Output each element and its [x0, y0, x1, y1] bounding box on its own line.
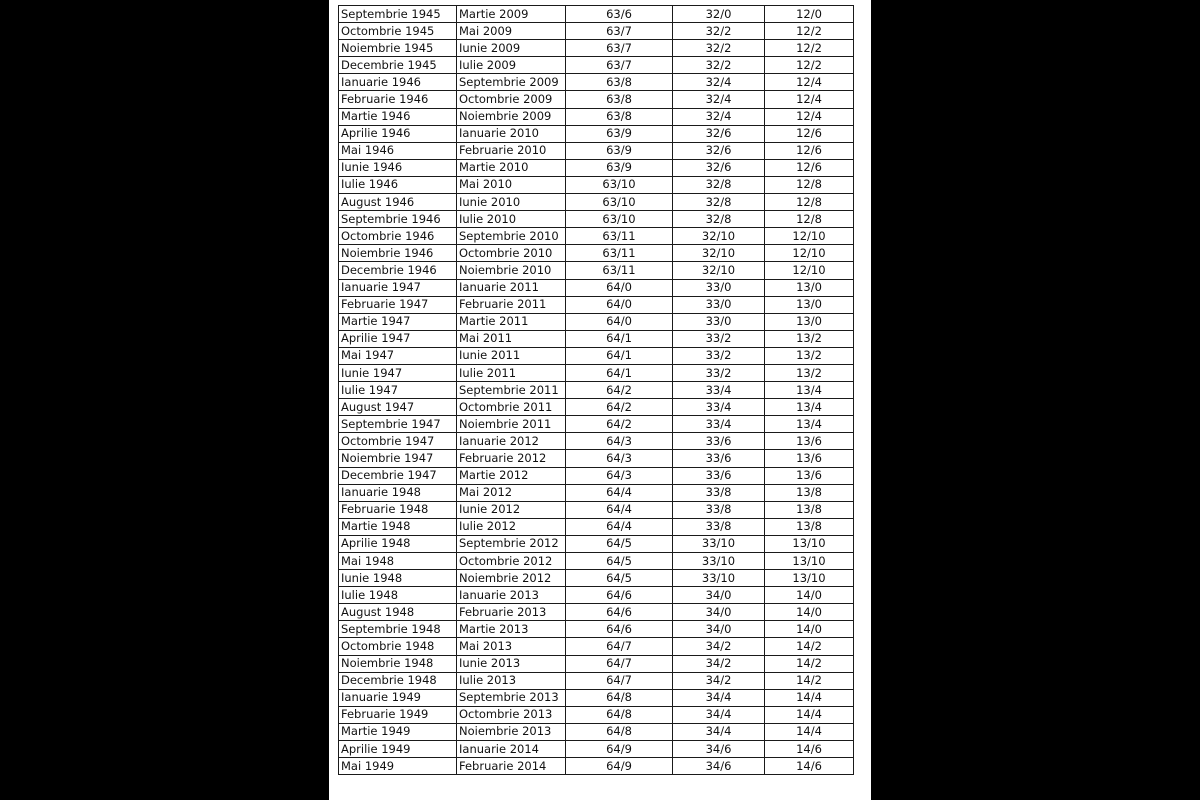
- table-row: [339, 553, 854, 570]
- birth-date-cell: Aprilie 1947: [339, 330, 457, 347]
- table-row: [339, 364, 854, 381]
- birth-date-cell: Februarie 1946: [339, 91, 457, 108]
- age-cell: 64/9: [566, 741, 673, 758]
- retirement-date-cell: Noiembrie 2009: [457, 108, 566, 125]
- table-row: [339, 706, 854, 723]
- age-cell: 63/6: [566, 6, 673, 23]
- table-row: [339, 108, 854, 125]
- birth-date-cell: Februarie 1949: [339, 706, 457, 723]
- table-row: [339, 723, 854, 740]
- age-cell: 63/7: [566, 23, 673, 40]
- retirement-date-cell: Ianuarie 2012: [457, 433, 566, 450]
- minimum-contribution-cell: 13/6: [765, 467, 854, 484]
- retirement-date-cell: Iunie 2010: [457, 194, 566, 211]
- birth-date-cell: Septembrie 1948: [339, 621, 457, 638]
- table-row: [339, 638, 854, 655]
- birth-date-cell: Octombrie 1946: [339, 228, 457, 245]
- birth-date-cell: Iulie 1946: [339, 176, 457, 193]
- age-cell: 64/5: [566, 535, 673, 552]
- age-cell: 64/7: [566, 638, 673, 655]
- age-cell: 64/3: [566, 433, 673, 450]
- age-cell: 64/4: [566, 484, 673, 501]
- table-row: [339, 313, 854, 330]
- minimum-contribution-cell: 13/0: [765, 279, 854, 296]
- age-cell: 63/8: [566, 91, 673, 108]
- age-cell: 63/10: [566, 176, 673, 193]
- contribution-cell: 34/0: [673, 587, 765, 604]
- retirement-date-cell: Iulie 2013: [457, 672, 566, 689]
- retirement-date-cell: Martie 2013: [457, 621, 566, 638]
- birth-date-cell: Iulie 1947: [339, 382, 457, 399]
- retirement-date-cell: Noiembrie 2010: [457, 262, 566, 279]
- age-cell: 64/6: [566, 604, 673, 621]
- table-row: [339, 450, 854, 467]
- contribution-cell: 32/2: [673, 23, 765, 40]
- table-row: [339, 621, 854, 638]
- table-row: [339, 399, 854, 416]
- birth-date-cell: Noiembrie 1948: [339, 655, 457, 672]
- birth-date-cell: Decembrie 1946: [339, 262, 457, 279]
- age-cell: 64/4: [566, 501, 673, 518]
- age-cell: 64/8: [566, 689, 673, 706]
- age-cell: 63/8: [566, 74, 673, 91]
- minimum-contribution-cell: 12/4: [765, 91, 854, 108]
- birth-date-cell: Decembrie 1947: [339, 467, 457, 484]
- birth-date-cell: Aprilie 1948: [339, 535, 457, 552]
- minimum-contribution-cell: 14/4: [765, 706, 854, 723]
- minimum-contribution-cell: 14/4: [765, 689, 854, 706]
- table-row: [339, 142, 854, 159]
- contribution-cell: 33/10: [673, 553, 765, 570]
- retirement-date-cell: Iunie 2012: [457, 501, 566, 518]
- table-row: [339, 159, 854, 176]
- age-cell: 63/7: [566, 40, 673, 57]
- table-row: [339, 57, 854, 74]
- minimum-contribution-cell: 12/6: [765, 159, 854, 176]
- table-row: [339, 655, 854, 672]
- age-cell: 63/8: [566, 108, 673, 125]
- retirement-date-cell: Ianuarie 2011: [457, 279, 566, 296]
- birth-date-cell: Iunie 1947: [339, 364, 457, 381]
- minimum-contribution-cell: 14/0: [765, 587, 854, 604]
- data-table: [338, 5, 854, 775]
- table-row: [339, 382, 854, 399]
- contribution-cell: 33/6: [673, 450, 765, 467]
- age-cell: 64/2: [566, 399, 673, 416]
- table-row: [339, 587, 854, 604]
- minimum-contribution-cell: 13/10: [765, 570, 854, 587]
- age-cell: 64/1: [566, 364, 673, 381]
- retirement-date-cell: Octombrie 2010: [457, 245, 566, 262]
- birth-date-cell: Ianuarie 1949: [339, 689, 457, 706]
- retirement-date-cell: Mai 2009: [457, 23, 566, 40]
- birth-date-cell: Septembrie 1945: [339, 6, 457, 23]
- birth-date-cell: Octombrie 1948: [339, 638, 457, 655]
- contribution-cell: 34/0: [673, 621, 765, 638]
- table-row: [339, 125, 854, 142]
- age-cell: 63/9: [566, 159, 673, 176]
- age-cell: 64/0: [566, 313, 673, 330]
- table-row: [339, 535, 854, 552]
- age-cell: 64/2: [566, 416, 673, 433]
- birth-date-cell: Noiembrie 1947: [339, 450, 457, 467]
- minimum-contribution-cell: 13/10: [765, 553, 854, 570]
- minimum-contribution-cell: 12/2: [765, 23, 854, 40]
- age-cell: 64/5: [566, 553, 673, 570]
- table-row: [339, 228, 854, 245]
- table-row: [339, 467, 854, 484]
- retirement-date-cell: Iulie 2011: [457, 364, 566, 381]
- minimum-contribution-cell: 12/10: [765, 245, 854, 262]
- birth-date-cell: Aprilie 1946: [339, 125, 457, 142]
- minimum-contribution-cell: 13/8: [765, 501, 854, 518]
- birth-date-cell: Februarie 1947: [339, 296, 457, 313]
- contribution-cell: 32/10: [673, 228, 765, 245]
- birth-date-cell: Mai 1947: [339, 347, 457, 364]
- contribution-cell: 34/2: [673, 638, 765, 655]
- retirement-date-cell: Februarie 2014: [457, 758, 566, 775]
- age-cell: 63/11: [566, 245, 673, 262]
- birth-date-cell: Martie 1946: [339, 108, 457, 125]
- age-cell: 64/6: [566, 621, 673, 638]
- minimum-contribution-cell: 13/0: [765, 296, 854, 313]
- contribution-cell: 32/4: [673, 91, 765, 108]
- minimum-contribution-cell: 12/10: [765, 228, 854, 245]
- contribution-cell: 34/2: [673, 672, 765, 689]
- contribution-cell: 34/4: [673, 706, 765, 723]
- contribution-cell: 33/8: [673, 484, 765, 501]
- age-cell: 64/4: [566, 518, 673, 535]
- contribution-cell: 33/2: [673, 364, 765, 381]
- retirement-date-cell: Iulie 2012: [457, 518, 566, 535]
- retirement-date-cell: Noiembrie 2012: [457, 570, 566, 587]
- birth-date-cell: August 1946: [339, 194, 457, 211]
- birth-date-cell: Martie 1947: [339, 313, 457, 330]
- age-cell: 63/10: [566, 211, 673, 228]
- birth-date-cell: Martie 1948: [339, 518, 457, 535]
- contribution-cell: 32/6: [673, 142, 765, 159]
- contribution-cell: 33/2: [673, 347, 765, 364]
- retirement-date-cell: Februarie 2011: [457, 296, 566, 313]
- retirement-date-cell: Septembrie 2013: [457, 689, 566, 706]
- birth-date-cell: Mai 1946: [339, 142, 457, 159]
- age-cell: 64/2: [566, 382, 673, 399]
- birth-date-cell: Iunie 1946: [339, 159, 457, 176]
- birth-date-cell: Iulie 1948: [339, 587, 457, 604]
- birth-date-cell: Mai 1949: [339, 758, 457, 775]
- minimum-contribution-cell: 13/6: [765, 433, 854, 450]
- minimum-contribution-cell: 13/2: [765, 347, 854, 364]
- birth-date-cell: Septembrie 1946: [339, 211, 457, 228]
- table-row: [339, 570, 854, 587]
- birth-date-cell: Decembrie 1945: [339, 57, 457, 74]
- minimum-contribution-cell: 12/4: [765, 108, 854, 125]
- table-row: [339, 74, 854, 91]
- minimum-contribution-cell: 12/8: [765, 176, 854, 193]
- contribution-cell: 33/8: [673, 518, 765, 535]
- retirement-date-cell: Ianuarie 2010: [457, 125, 566, 142]
- minimum-contribution-cell: 14/2: [765, 638, 854, 655]
- contribution-cell: 32/2: [673, 57, 765, 74]
- age-cell: 64/3: [566, 450, 673, 467]
- birth-date-cell: August 1948: [339, 604, 457, 621]
- table-row: [339, 262, 854, 279]
- minimum-contribution-cell: 12/10: [765, 262, 854, 279]
- birth-date-cell: Octombrie 1947: [339, 433, 457, 450]
- retirement-date-cell: Mai 2013: [457, 638, 566, 655]
- age-cell: 64/6: [566, 587, 673, 604]
- minimum-contribution-cell: 13/2: [765, 330, 854, 347]
- retirement-date-cell: Martie 2009: [457, 6, 566, 23]
- table-row: [339, 672, 854, 689]
- minimum-contribution-cell: 13/8: [765, 518, 854, 535]
- contribution-cell: 32/0: [673, 6, 765, 23]
- minimum-contribution-cell: 13/0: [765, 313, 854, 330]
- table-row: [339, 741, 854, 758]
- contribution-cell: 33/0: [673, 296, 765, 313]
- contribution-cell: 33/2: [673, 330, 765, 347]
- minimum-contribution-cell: 12/8: [765, 211, 854, 228]
- retirement-date-cell: Martie 2011: [457, 313, 566, 330]
- minimum-contribution-cell: 14/0: [765, 604, 854, 621]
- birth-date-cell: Ianuarie 1948: [339, 484, 457, 501]
- minimum-contribution-cell: 14/2: [765, 655, 854, 672]
- contribution-cell: 33/6: [673, 467, 765, 484]
- contribution-cell: 32/8: [673, 194, 765, 211]
- retirement-date-cell: Octombrie 2011: [457, 399, 566, 416]
- table-row: [339, 6, 854, 23]
- age-cell: 63/9: [566, 125, 673, 142]
- contribution-cell: 32/6: [673, 159, 765, 176]
- table-row: [339, 347, 854, 364]
- contribution-cell: 32/2: [673, 40, 765, 57]
- age-cell: 64/8: [566, 723, 673, 740]
- table-row: [339, 91, 854, 108]
- table-row: [339, 23, 854, 40]
- retirement-date-cell: Octombrie 2013: [457, 706, 566, 723]
- minimum-contribution-cell: 14/2: [765, 672, 854, 689]
- retirement-date-cell: Ianuarie 2014: [457, 741, 566, 758]
- retirement-date-cell: Februarie 2010: [457, 142, 566, 159]
- minimum-contribution-cell: 12/6: [765, 125, 854, 142]
- contribution-cell: 33/4: [673, 416, 765, 433]
- table-row: [339, 758, 854, 775]
- retirement-date-cell: Ianuarie 2013: [457, 587, 566, 604]
- minimum-contribution-cell: 14/6: [765, 758, 854, 775]
- contribution-cell: 32/4: [673, 108, 765, 125]
- minimum-contribution-cell: 13/4: [765, 416, 854, 433]
- retirement-date-cell: Octombrie 2009: [457, 91, 566, 108]
- retirement-date-cell: Iunie 2011: [457, 347, 566, 364]
- retirement-date-cell: Noiembrie 2011: [457, 416, 566, 433]
- retirement-date-cell: Octombrie 2012: [457, 553, 566, 570]
- contribution-cell: 32/6: [673, 125, 765, 142]
- table-row: [339, 176, 854, 193]
- minimum-contribution-cell: 13/6: [765, 450, 854, 467]
- retirement-date-cell: Septembrie 2010: [457, 228, 566, 245]
- retirement-date-cell: Februarie 2013: [457, 604, 566, 621]
- birth-date-cell: Octombrie 1945: [339, 23, 457, 40]
- retirement-date-cell: Iunie 2013: [457, 655, 566, 672]
- retirement-date-cell: Martie 2012: [457, 467, 566, 484]
- contribution-cell: 33/10: [673, 570, 765, 587]
- contribution-cell: 34/4: [673, 689, 765, 706]
- age-cell: 63/11: [566, 228, 673, 245]
- contribution-cell: 34/6: [673, 741, 765, 758]
- birth-date-cell: Septembrie 1947: [339, 416, 457, 433]
- minimum-contribution-cell: 14/0: [765, 621, 854, 638]
- birth-date-cell: Ianuarie 1946: [339, 74, 457, 91]
- table-body: [339, 6, 854, 775]
- minimum-contribution-cell: 12/6: [765, 142, 854, 159]
- birth-date-cell: August 1947: [339, 399, 457, 416]
- contribution-cell: 33/4: [673, 382, 765, 399]
- age-cell: 64/3: [566, 467, 673, 484]
- retirement-date-cell: Septembrie 2011: [457, 382, 566, 399]
- birth-date-cell: Aprilie 1949: [339, 741, 457, 758]
- contribution-cell: 34/4: [673, 723, 765, 740]
- retirement-date-cell: Iulie 2009: [457, 57, 566, 74]
- contribution-cell: 33/4: [673, 399, 765, 416]
- table-row: [339, 279, 854, 296]
- age-cell: 64/0: [566, 296, 673, 313]
- minimum-contribution-cell: 13/2: [765, 364, 854, 381]
- contribution-cell: 32/8: [673, 211, 765, 228]
- age-cell: 64/1: [566, 347, 673, 364]
- contribution-cell: 33/0: [673, 279, 765, 296]
- retirement-date-cell: Mai 2011: [457, 330, 566, 347]
- contribution-cell: 33/8: [673, 501, 765, 518]
- retirement-date-cell: Iulie 2010: [457, 211, 566, 228]
- minimum-contribution-cell: 13/10: [765, 535, 854, 552]
- minimum-contribution-cell: 14/6: [765, 741, 854, 758]
- birth-date-cell: Noiembrie 1946: [339, 245, 457, 262]
- minimum-contribution-cell: 13/8: [765, 484, 854, 501]
- table-row: [339, 501, 854, 518]
- age-cell: 64/7: [566, 672, 673, 689]
- age-cell: 64/1: [566, 330, 673, 347]
- contribution-cell: 32/8: [673, 176, 765, 193]
- birth-date-cell: Decembrie 1948: [339, 672, 457, 689]
- birth-date-cell: Martie 1949: [339, 723, 457, 740]
- retirement-date-cell: Noiembrie 2013: [457, 723, 566, 740]
- birth-date-cell: Mai 1948: [339, 553, 457, 570]
- age-cell: 64/8: [566, 706, 673, 723]
- retirement-date-cell: Mai 2012: [457, 484, 566, 501]
- contribution-cell: 33/0: [673, 313, 765, 330]
- table-row: [339, 40, 854, 57]
- contribution-cell: 33/10: [673, 535, 765, 552]
- birth-date-cell: Ianuarie 1947: [339, 279, 457, 296]
- table-row: [339, 518, 854, 535]
- table-row: [339, 194, 854, 211]
- minimum-contribution-cell: 12/2: [765, 57, 854, 74]
- contribution-cell: 34/0: [673, 604, 765, 621]
- minimum-contribution-cell: 12/8: [765, 194, 854, 211]
- table-row: [339, 689, 854, 706]
- age-cell: 64/0: [566, 279, 673, 296]
- document-page: [329, 0, 871, 800]
- age-cell: 64/9: [566, 758, 673, 775]
- retirement-date-cell: Mai 2010: [457, 176, 566, 193]
- contribution-cell: 32/10: [673, 262, 765, 279]
- contribution-cell: 33/6: [673, 433, 765, 450]
- minimum-contribution-cell: 12/2: [765, 40, 854, 57]
- age-cell: 63/11: [566, 262, 673, 279]
- table-row: [339, 330, 854, 347]
- minimum-contribution-cell: 13/4: [765, 399, 854, 416]
- table-row: [339, 296, 854, 313]
- minimum-contribution-cell: 14/4: [765, 723, 854, 740]
- minimum-contribution-cell: 12/0: [765, 6, 854, 23]
- contribution-cell: 32/10: [673, 245, 765, 262]
- age-cell: 63/7: [566, 57, 673, 74]
- minimum-contribution-cell: 13/4: [765, 382, 854, 399]
- table-row: [339, 245, 854, 262]
- retirement-date-cell: Septembrie 2012: [457, 535, 566, 552]
- age-cell: 64/5: [566, 570, 673, 587]
- age-cell: 63/10: [566, 194, 673, 211]
- minimum-contribution-cell: 12/4: [765, 74, 854, 91]
- table-row: [339, 484, 854, 501]
- table-row: [339, 433, 854, 450]
- birth-date-cell: Februarie 1948: [339, 501, 457, 518]
- birth-date-cell: Iunie 1948: [339, 570, 457, 587]
- retirement-date-cell: Septembrie 2009: [457, 74, 566, 91]
- retirement-date-cell: Martie 2010: [457, 159, 566, 176]
- retirement-date-cell: Februarie 2012: [457, 450, 566, 467]
- age-cell: 63/9: [566, 142, 673, 159]
- table-row: [339, 211, 854, 228]
- age-cell: 64/7: [566, 655, 673, 672]
- contribution-cell: 34/6: [673, 758, 765, 775]
- table-row: [339, 416, 854, 433]
- contribution-cell: 34/2: [673, 655, 765, 672]
- retirement-date-cell: Iunie 2009: [457, 40, 566, 57]
- birth-date-cell: Noiembrie 1945: [339, 40, 457, 57]
- contribution-cell: 32/4: [673, 74, 765, 91]
- table-row: [339, 604, 854, 621]
